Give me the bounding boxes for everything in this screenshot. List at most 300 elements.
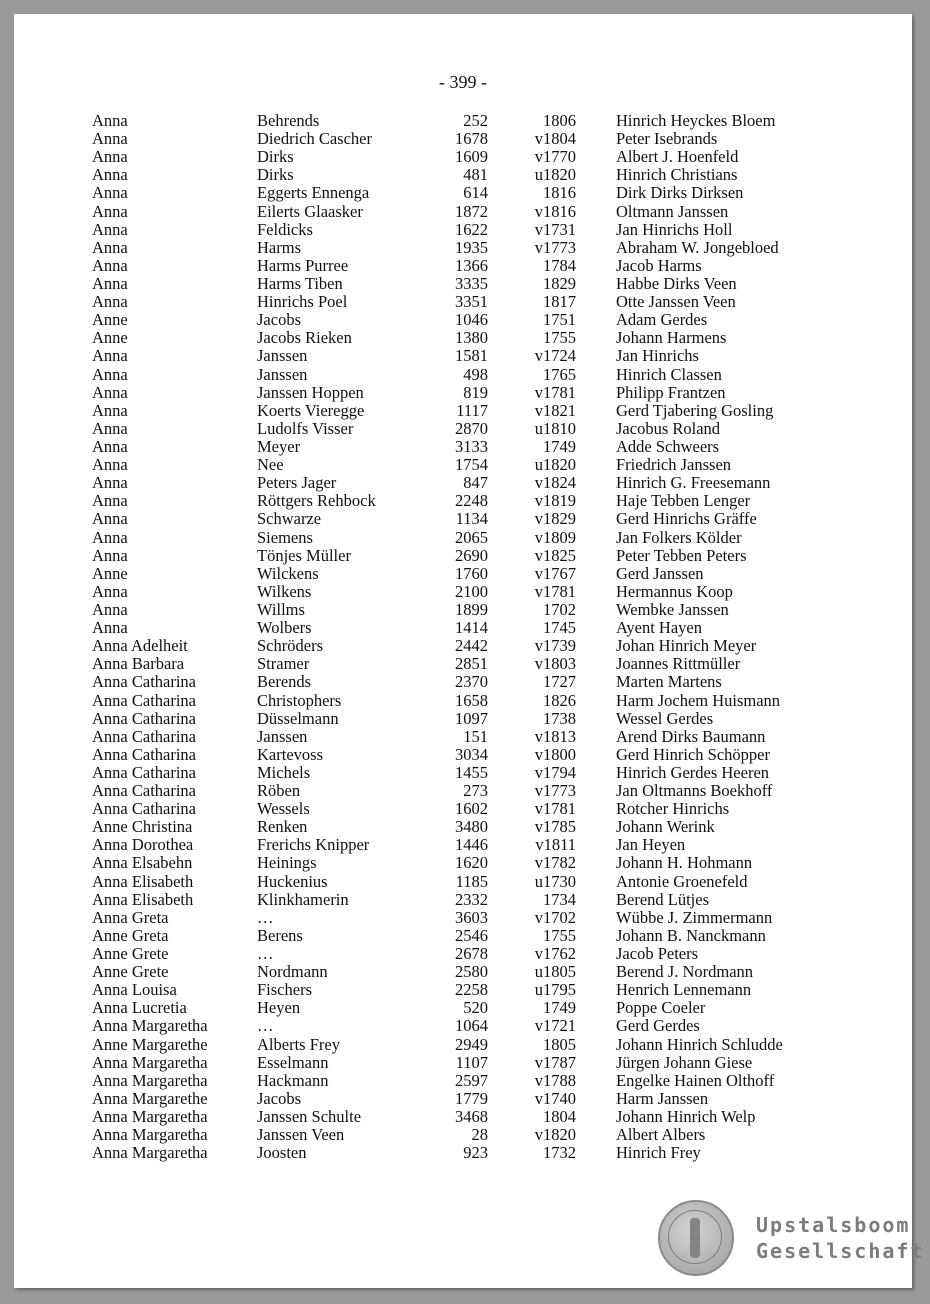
partner-name: Hinrich Christians — [616, 165, 738, 185]
given-name: Anna Adelheit — [92, 636, 188, 656]
table-row — [14, 184, 912, 202]
entry-number: 3480 — [455, 817, 488, 837]
partner-name: Adde Schweers — [616, 436, 720, 456]
family-name: … — [257, 1016, 274, 1036]
entry-date: v1740 — [534, 1088, 576, 1108]
entry-date: u1810 — [534, 418, 576, 438]
given-name: Anne — [92, 563, 128, 583]
partner-name: Rotcher Hinrichs — [616, 799, 730, 819]
entry-number: 2442 — [455, 636, 488, 656]
family-name: Meyer — [257, 436, 301, 456]
entry-date: v1813 — [534, 726, 576, 746]
partner-name: Johann Harmens — [616, 328, 727, 348]
family-name: Stramer — [257, 654, 310, 674]
given-name: Anna — [92, 346, 128, 366]
entry-date: v1825 — [534, 545, 576, 565]
partner-name: Hinrich Heyckes Bloem — [616, 111, 776, 130]
family-name: Jacobs Rieken — [257, 328, 352, 348]
entry-date: 1816 — [543, 183, 576, 203]
entry-number: 1609 — [455, 147, 488, 167]
given-name: Anne — [92, 328, 128, 348]
given-name: Anne Greta — [92, 925, 169, 945]
entry-date: 1804 — [543, 1107, 576, 1127]
table-row — [14, 728, 912, 746]
entry-date: 1702 — [543, 599, 576, 619]
partner-name: Wembke Janssen — [616, 599, 729, 619]
given-name: Anna Catharina — [92, 708, 197, 728]
entry-date: 1745 — [543, 618, 576, 638]
entry-date: v1785 — [534, 817, 576, 837]
given-name: Anna Elisabeth — [92, 871, 194, 891]
entry-number: 3335 — [455, 273, 488, 293]
given-name: Anna — [92, 527, 128, 547]
family-name: Eggerts Ennenga — [257, 183, 370, 203]
given-name: Anna — [92, 400, 128, 420]
entry-number: 1754 — [455, 455, 488, 475]
table-row — [14, 112, 912, 130]
partner-name: Hinrich Frey — [616, 1143, 701, 1163]
entry-date: v1820 — [534, 1125, 576, 1145]
partner-name: Joannes Rittmüller — [616, 654, 741, 674]
table-row — [14, 166, 912, 184]
partner-name: Wübbe J. Zimmermann — [616, 907, 773, 927]
partner-name: Harm Jochem Huismann — [616, 690, 781, 710]
partner-name: Jan Heyen — [616, 835, 686, 855]
family-name: Kartevoss — [257, 744, 323, 764]
table-row — [14, 692, 912, 710]
table-row — [14, 1144, 912, 1162]
table-row — [14, 945, 912, 963]
family-name: … — [257, 944, 274, 964]
partner-name: Johann Hinrich Schludde — [616, 1034, 783, 1054]
entry-date: 1751 — [543, 310, 576, 330]
entry-number: 2949 — [455, 1034, 488, 1054]
family-name: Tönjes Müller — [257, 545, 351, 565]
family-name: Behrends — [257, 111, 320, 130]
partner-name: Engelke Hainen Olthoff — [616, 1070, 775, 1090]
table-row — [14, 782, 912, 800]
given-name: Anna — [92, 255, 128, 275]
given-name: Anna Margaretha — [92, 1016, 208, 1036]
table-row — [14, 257, 912, 275]
table-row — [14, 800, 912, 818]
entry-date: u1820 — [534, 455, 576, 475]
given-name: Anna — [92, 618, 128, 638]
given-name: Anna — [92, 237, 128, 257]
entry-date: v1731 — [534, 219, 576, 239]
table-row — [14, 601, 912, 619]
entry-date: v1702 — [534, 907, 576, 927]
given-name: Anna — [92, 364, 128, 384]
given-name: Anna — [92, 455, 128, 475]
entry-number: 1935 — [455, 237, 488, 257]
table-row — [14, 1072, 912, 1090]
entry-number: 1760 — [455, 563, 488, 583]
entry-number: 2851 — [455, 654, 488, 674]
table-row — [14, 999, 912, 1017]
given-name: Anna — [92, 219, 128, 239]
partner-name: Harm Janssen — [616, 1088, 709, 1108]
partner-name: Hinrich Gerdes Heeren — [616, 762, 770, 782]
table-row — [14, 873, 912, 891]
family-name: Janssen — [257, 364, 308, 384]
entry-number: 1117 — [456, 400, 488, 420]
family-name: Röttgers Rehbock — [257, 491, 376, 511]
family-name: Nordmann — [257, 962, 328, 982]
entry-number: 498 — [463, 364, 488, 384]
table-row — [14, 655, 912, 673]
table-row — [14, 1090, 912, 1108]
partner-name: Poppe Coeler — [616, 998, 706, 1018]
given-name: Anna Catharina — [92, 744, 197, 764]
given-name: Anna Lucretia — [92, 998, 187, 1018]
entry-date: 1755 — [543, 328, 576, 348]
entry-number: 1064 — [455, 1016, 488, 1036]
family-name: Michels — [257, 762, 311, 782]
given-name: Anna Barbara — [92, 654, 185, 674]
table-row — [14, 275, 912, 293]
entry-date: v1819 — [534, 491, 576, 511]
given-name: Anna Catharina — [92, 726, 197, 746]
table-row — [14, 1036, 912, 1054]
entry-date: v1767 — [534, 563, 576, 583]
entry-number: 1107 — [455, 1052, 488, 1072]
entry-number: 1602 — [455, 799, 488, 819]
society-name — [756, 1212, 925, 1264]
entry-number: 2870 — [455, 418, 488, 438]
partner-name: Albert Albers — [616, 1125, 706, 1145]
table-row — [14, 981, 912, 999]
entry-number: 1097 — [455, 708, 488, 728]
entry-number: 2690 — [455, 545, 488, 565]
family-name: Ludolfs Visser — [257, 418, 354, 438]
given-name: Anna Greta — [92, 907, 169, 927]
entry-date: 1749 — [543, 436, 576, 456]
entry-number: 520 — [463, 998, 488, 1018]
entry-date: v1800 — [534, 744, 576, 764]
partner-name: Berend Lütjes — [616, 889, 710, 909]
entry-date: v1762 — [534, 944, 576, 964]
given-name: Anna Catharina — [92, 781, 197, 801]
given-name: Anna Louisa — [92, 980, 177, 1000]
family-name: Wolbers — [257, 618, 312, 638]
table-row — [14, 963, 912, 981]
entry-date: 1829 — [543, 273, 576, 293]
family-name: Jacobs — [257, 1088, 301, 1108]
entry-date: 1817 — [543, 292, 576, 312]
partner-name: Adam Gerdes — [616, 310, 708, 330]
entry-date: 1784 — [543, 255, 576, 275]
partner-name: Jacob Peters — [616, 944, 699, 964]
entry-number: 1620 — [455, 853, 488, 873]
entry-date: u1820 — [534, 165, 576, 185]
entry-number: 3034 — [455, 744, 488, 764]
entry-date: v1821 — [534, 400, 576, 420]
partner-name: Gerd Tjabering Gosling — [616, 400, 774, 420]
partner-name: Wessel Gerdes — [616, 708, 714, 728]
family-name: Janssen — [257, 346, 308, 366]
document-page — [14, 14, 925, 1288]
table-row — [14, 529, 912, 547]
entry-date: v1811 — [535, 835, 576, 855]
family-name: Frerichs Knipper — [257, 835, 370, 855]
family-name: Esselmann — [257, 1052, 329, 1072]
partner-name: Haje Tebben Lenger — [616, 491, 751, 511]
entry-number: 3351 — [455, 292, 488, 312]
table-row — [14, 583, 912, 601]
partner-name: Friedrich Janssen — [616, 455, 732, 475]
entry-date: v1824 — [534, 473, 576, 493]
partner-name: Johan Hinrich Meyer — [616, 636, 757, 656]
family-name: Willms — [257, 599, 305, 619]
table-row — [14, 854, 912, 872]
entry-number: 1779 — [455, 1088, 488, 1108]
entry-number: 1446 — [455, 835, 488, 855]
entry-number: 2580 — [455, 962, 488, 982]
entry-number: 1134 — [455, 509, 488, 529]
entry-date: 1826 — [543, 690, 576, 710]
table-row — [14, 221, 912, 239]
partner-name: Otte Janssen Veen — [616, 292, 736, 312]
entry-number: 1581 — [455, 346, 488, 366]
given-name: Anna Elisabeth — [92, 889, 194, 909]
entry-number: 1414 — [455, 618, 488, 638]
family-name: Dirks — [257, 147, 294, 167]
table-row — [14, 456, 912, 474]
partner-name: Johann B. Nanckmann — [616, 925, 766, 945]
entry-number: 1185 — [455, 871, 488, 891]
entry-number: 2332 — [455, 889, 488, 909]
table-row — [14, 619, 912, 637]
entry-number: 2546 — [455, 925, 488, 945]
family-name: Jacobs — [257, 310, 301, 330]
entry-date: v1788 — [534, 1070, 576, 1090]
given-name: Anna — [92, 599, 128, 619]
family-name: Heyen — [257, 998, 301, 1018]
family-name: Fischers — [257, 980, 312, 1000]
given-name: Anna — [92, 581, 128, 601]
family-name: Koerts Vieregge — [257, 400, 365, 420]
partner-name: Jan Folkers Kölder — [616, 527, 742, 547]
table-row — [14, 239, 912, 257]
society-name-line2: Gesellschaft — [756, 1239, 925, 1263]
partner-name: Gerd Gerdes — [616, 1016, 700, 1036]
table-row — [14, 1126, 912, 1144]
given-name: Anna Margaretha — [92, 1052, 208, 1072]
given-name: Anna Elsabehn — [92, 853, 193, 873]
entry-date: v1829 — [534, 509, 576, 529]
entry-number: 1899 — [455, 599, 488, 619]
family-name: Düsselmann — [257, 708, 339, 728]
given-name: Anna — [92, 201, 128, 221]
partner-name: Antonie Groenefeld — [616, 871, 748, 891]
partner-name: Hinrich G. Freesemann — [616, 473, 771, 493]
entry-number: 151 — [463, 726, 488, 746]
family-name: Wessels — [257, 799, 310, 819]
table-row — [14, 402, 912, 420]
entry-date: v1794 — [534, 762, 576, 782]
family-name: Alberts Frey — [257, 1034, 340, 1054]
family-name: Wilckens — [257, 563, 319, 583]
table-row — [14, 203, 912, 221]
given-name: Anna — [92, 273, 128, 293]
family-name: Nee — [257, 455, 284, 475]
table-row — [14, 347, 912, 365]
entry-number: 923 — [463, 1143, 488, 1163]
society-seal-icon — [658, 1200, 734, 1276]
entry-number: 28 — [471, 1125, 488, 1145]
entry-number: 1455 — [455, 762, 488, 782]
entry-date: u1795 — [534, 980, 576, 1000]
family-name: Schwarze — [257, 509, 322, 529]
partner-name: Peter Isebrands — [616, 129, 718, 149]
entry-date: v1781 — [534, 799, 576, 819]
given-name: Anna — [92, 545, 128, 565]
society-footer — [658, 1200, 925, 1276]
given-name: Anna — [92, 509, 128, 529]
table-row — [14, 927, 912, 945]
given-name: Anna Catharina — [92, 690, 197, 710]
entry-date: v1804 — [534, 129, 576, 149]
partner-name: Abraham W. Jongebloed — [616, 237, 779, 257]
entry-number: 481 — [463, 165, 488, 185]
partner-name: Ayent Hayen — [616, 618, 702, 638]
entry-number: 3603 — [455, 907, 488, 927]
given-name: Anna — [92, 165, 128, 185]
entry-number: 3468 — [455, 1107, 488, 1127]
given-name: Anna — [92, 129, 128, 149]
entry-date: 1806 — [543, 111, 576, 130]
given-name: Anna — [92, 183, 128, 203]
family-name: Berends — [257, 672, 312, 692]
family-name: Diedrich Cascher — [257, 129, 372, 149]
partner-name: Hermannus Koop — [616, 581, 733, 601]
entry-number: 1622 — [455, 219, 488, 239]
given-name: Anna — [92, 382, 128, 402]
family-name: Harms — [257, 237, 301, 257]
entry-number: 2678 — [455, 944, 488, 964]
table-row — [14, 764, 912, 782]
family-name: Eilerts Glaasker — [257, 201, 363, 221]
given-name: Anna Margaretha — [92, 1143, 208, 1163]
entry-date: v1773 — [534, 237, 576, 257]
table-row — [14, 818, 912, 836]
table-row — [14, 891, 912, 909]
entry-number: 1658 — [455, 690, 488, 710]
partner-name: Marten Martens — [616, 672, 722, 692]
given-name: Anne — [92, 310, 128, 330]
table-row — [14, 492, 912, 510]
partner-name: Hinrich Classen — [616, 364, 722, 384]
family-name: Renken — [257, 817, 308, 837]
table-row — [14, 746, 912, 764]
family-name: Huckenius — [257, 871, 328, 891]
given-name: Anne Christina — [92, 817, 193, 837]
partner-name: Berend J. Nordmann — [616, 962, 754, 982]
partner-name: Arend Dirks Baumann — [616, 726, 766, 746]
entry-number: 614 — [463, 183, 488, 203]
table-row — [14, 366, 912, 384]
family-name: Dirks — [257, 165, 294, 185]
entry-date: v1773 — [534, 781, 576, 801]
given-name: Anna — [92, 292, 128, 312]
family-name: Wilkens — [257, 581, 312, 601]
entry-date: v1781 — [534, 581, 576, 601]
family-name: Klinkhamerin — [257, 889, 349, 909]
family-name: … — [257, 907, 274, 927]
entry-number: 273 — [463, 781, 488, 801]
entry-date: v1816 — [534, 201, 576, 221]
entry-number: 2100 — [455, 581, 488, 601]
entry-date: u1730 — [534, 871, 576, 891]
table-row — [14, 673, 912, 691]
given-name: Anna Margaretha — [92, 1125, 208, 1145]
given-name: Anna — [92, 418, 128, 438]
partner-name: Jan Oltmanns Boekhoff — [616, 781, 773, 801]
entry-date: 1755 — [543, 925, 576, 945]
partner-name: Oltmann Janssen — [616, 201, 729, 221]
family-name: Röben — [257, 781, 301, 801]
entry-number: 1046 — [455, 310, 488, 330]
family-name: Feldicks — [257, 219, 313, 239]
table-row — [14, 637, 912, 655]
table-row — [14, 836, 912, 854]
given-name: Anna Catharina — [92, 799, 197, 819]
table-row — [14, 710, 912, 728]
family-name: Joosten — [257, 1143, 307, 1163]
partner-name: Gerd Janssen — [616, 563, 704, 583]
partner-name: Gerd Hinrich Schöpper — [616, 744, 770, 764]
entry-date: v1809 — [534, 527, 576, 547]
table-row — [14, 293, 912, 311]
table-row — [14, 474, 912, 492]
table-row — [14, 1054, 912, 1072]
partner-name: Jacobus Roland — [616, 418, 721, 438]
table-row — [14, 148, 912, 166]
society-name-line1: Upstalsboom — [756, 1213, 911, 1237]
entry-date: 1749 — [543, 998, 576, 1018]
family-name: Harms Tiben — [257, 273, 343, 293]
entry-date: v1787 — [534, 1052, 576, 1072]
given-name: Anna — [92, 111, 128, 130]
entry-number: 3133 — [455, 436, 488, 456]
family-name: Janssen Hoppen — [257, 382, 364, 402]
table-row — [14, 329, 912, 347]
given-name: Anne Grete — [92, 962, 169, 982]
partner-name: Peter Tebben Peters — [616, 545, 747, 565]
entry-number: 1678 — [455, 129, 488, 149]
entry-date: v1721 — [534, 1016, 576, 1036]
table-row — [14, 547, 912, 565]
table-row — [14, 1017, 912, 1035]
partner-name: Johann H. Hohmann — [616, 853, 753, 873]
family-name: Peters Jager — [257, 473, 337, 493]
entry-number: 1872 — [455, 201, 488, 221]
partner-name: Henrich Lennemann — [616, 980, 752, 1000]
partner-name: Albert J. Hoenfeld — [616, 147, 739, 167]
entry-date: 1732 — [543, 1143, 576, 1163]
partner-name: Jürgen Johann Giese — [616, 1052, 753, 1072]
table-row — [14, 420, 912, 438]
given-name: Anna Dorothea — [92, 835, 194, 855]
given-name: Anna — [92, 436, 128, 456]
partner-name: Jan Hinrichs Holl — [616, 219, 733, 239]
family-name: Heinings — [257, 853, 317, 873]
partner-name: Philipp Frantzen — [616, 382, 726, 402]
entry-date: 1734 — [543, 889, 576, 909]
given-name: Anna — [92, 473, 128, 493]
entry-date: 1805 — [543, 1034, 576, 1054]
